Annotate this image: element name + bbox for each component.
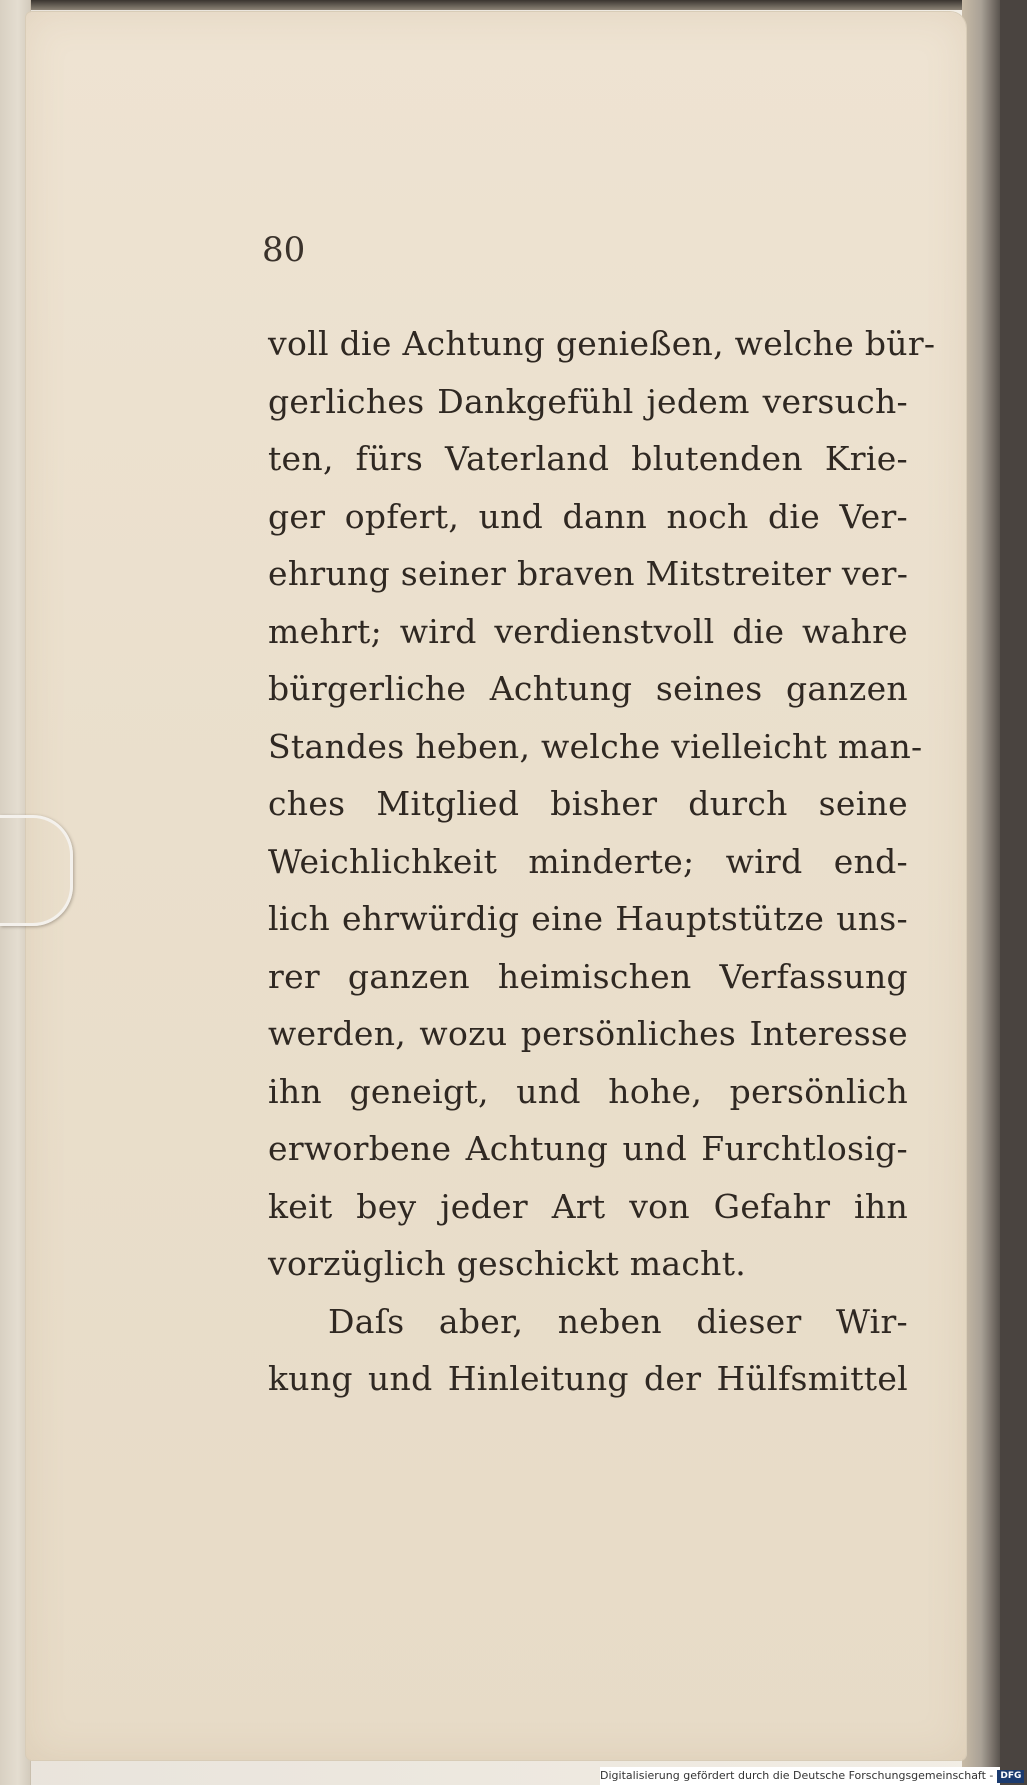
text-line: ihn geneigt, und hohe, persönlich [268,1071,908,1111]
text-line: erworbene Achtung und Furchtlosig- [268,1129,908,1168]
bookmark-tab [0,815,73,926]
text-line: Daſs aber, neben dieser Wir- [328,1301,908,1341]
text-line: gerliches Dankgefühl jedem versuch- [268,381,908,421]
footer-credit: Digitalisierung gefördert durch die Deutsche Forschungsgemeinschaft - [600,1769,994,1782]
page-number: 80 [262,230,306,270]
page-text [268,315,936,1408]
text-line: bürgerliche Achtung seines ganzen [268,669,908,708]
text-line: Weichlichkeit minderte; wird end- [268,841,908,881]
dfg-logo: DFG [997,1770,1024,1783]
text-line: ches Mitglied bisher durch seine [268,784,908,823]
digitization-footer [600,1767,1022,1785]
text-line: voll die Achtung genießen, welche bür- [268,324,936,363]
scanner-top-edge [0,0,1000,10]
text-line: ger opfert, und dann noch die Ver- [268,496,908,536]
text-line: rer ganzen heimischen Verfassung [268,956,908,996]
text-line: lich ehrwürdig eine Hauptstütze uns- [268,899,908,938]
text-line: mehrt; wird verdienstvoll die wahre [268,611,908,651]
text-line: ten, fürs Vaterland blutenden Krie- [268,439,908,478]
text-line: Standes heben, welche vielleicht man- [268,726,923,766]
book-edge-right [962,0,1000,1785]
text-line: ehrung seiner braven Mitstreiter ver- [268,554,909,593]
text-line: kung und Hinleitung der Hülfsmittel [268,1359,908,1398]
text-line: vorzüglich geschickt macht. [268,1244,747,1283]
text-line: keit bey jeder Art von Gefahr ihn [268,1186,908,1226]
text-line: werden, wozu persönliches Interesse [268,1014,908,1053]
